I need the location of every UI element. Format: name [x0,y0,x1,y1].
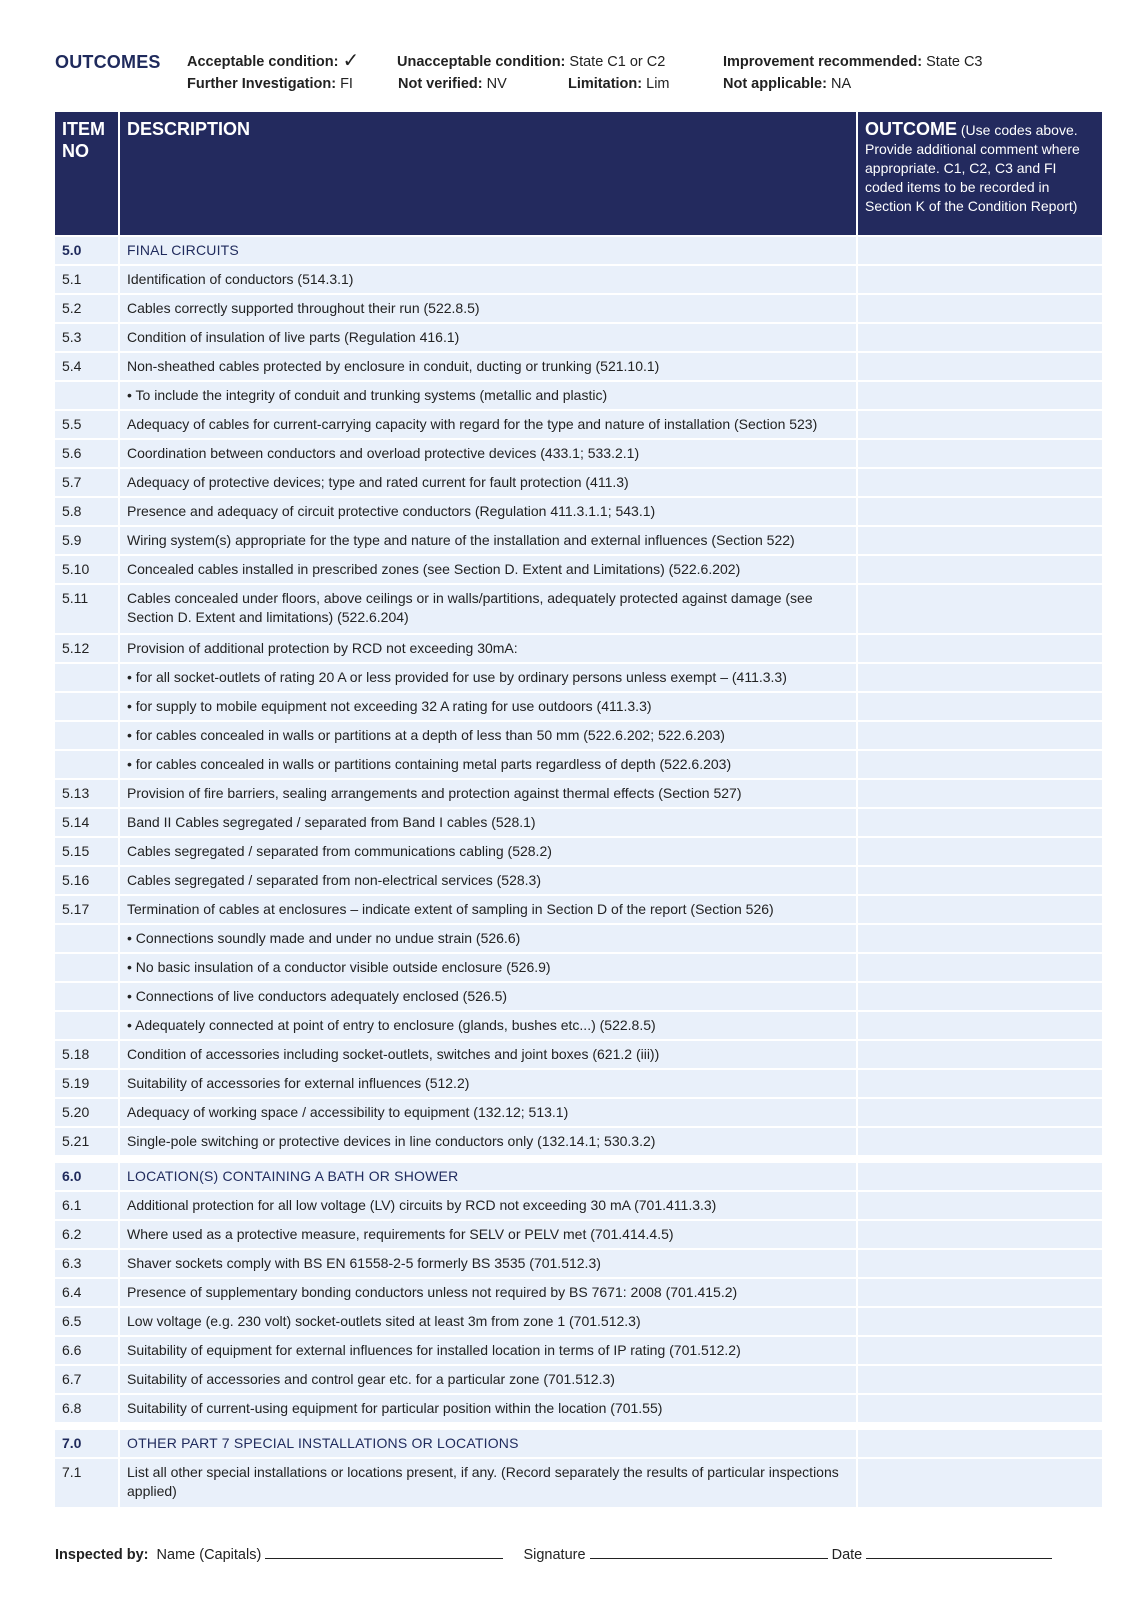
table-row [55,323,1102,352]
outcomes-legend [55,50,1105,100]
legend-limitation [568,76,670,92]
item-number: 5.12 [55,634,119,663]
table-row [55,555,1102,584]
table-row [55,692,1102,721]
item-description: Shaver sockets comply with BS EN 61558-2-5 formerly BS 3535 (701.512.3) [119,1249,857,1278]
table-row [55,1127,1102,1155]
item-description: Suitability of accessories and control gear etc. for a particular zone (701.512.3) [119,1365,857,1394]
item-number: 6.7 [55,1365,119,1394]
item-description: Wiring system(s) appropriate for the type and nature of the installation and external influences (Section 522) [119,526,857,555]
item-number: 6.0 [55,1162,119,1191]
item-description: Presence and adequacy of circuit protective conductors (Regulation 411.3.1.1; 543.1) [119,497,857,526]
item-number [55,924,119,953]
item-number: 5.11 [55,584,119,634]
outcome-cell[interactable] [857,1336,1102,1365]
item-description: Cables concealed under floors, above ceilings or in walls/partitions, adequately protected against damage (see Section D. Extent and limitations) (522.6.204) [119,584,857,634]
item-number: 7.0 [55,1429,119,1458]
outcome-cell[interactable] [857,526,1102,555]
legend-acceptable [187,50,360,72]
outcome-cell[interactable] [857,1278,1102,1307]
legend-limitation-value: Lim [646,76,670,92]
outcome-cell[interactable] [857,837,1102,866]
outcome-cell[interactable] [857,265,1102,294]
outcome-cell[interactable] [857,1394,1102,1422]
item-description: List all other special installations or locations present, if any. (Record separately the results of particular inspections applied) [119,1458,857,1507]
outcome-cell[interactable] [857,663,1102,692]
item-description: Suitability of accessories for external influences (512.2) [119,1069,857,1098]
legend-not-applicable-label: Not applicable: [723,76,827,92]
item-description: LOCATION(S) CONTAINING A BATH OR SHOWER [119,1162,857,1191]
outcome-cell[interactable] [857,634,1102,663]
item-number: 5.7 [55,468,119,497]
outcome-cell[interactable] [857,895,1102,924]
item-number: 5.5 [55,410,119,439]
table-row [55,750,1102,779]
outcome-cell[interactable] [857,497,1102,526]
item-number [55,953,119,982]
table-row [55,953,1102,982]
item-number: 5.15 [55,837,119,866]
outcome-cell[interactable] [857,808,1102,837]
legend-not-verified [398,76,507,92]
item-number: 5.6 [55,439,119,468]
item-number: 5.13 [55,779,119,808]
outcome-cell[interactable] [857,1220,1102,1249]
outcomes-title: OUTCOMES [55,52,161,72]
item-description: Non-sheathed cables protected by enclosure in conduit, ducting or trunking (521.10.1) [119,352,857,381]
item-description: Adequacy of working space / accessibility to equipment (132.12; 513.1) [119,1098,857,1127]
item-description: Termination of cables at enclosures – indicate extent of sampling in Section D of the report (Section 526) [119,895,857,924]
table-row [55,721,1102,750]
item-description: Single-pole switching or protective devices in line conductors only (132.14.1; 530.3.2) [119,1127,857,1155]
table-row [55,439,1102,468]
table-row [55,584,1102,634]
outcome-cell[interactable] [857,866,1102,895]
item-description: • No basic insulation of a conductor visible outside enclosure (526.9) [119,953,857,982]
outcome-cell[interactable] [857,1429,1102,1458]
item-number: 5.1 [55,265,119,294]
item-number: 5.10 [55,555,119,584]
table-row [55,1069,1102,1098]
item-description: Adequacy of cables for current-carrying capacity with regard for the type and nature of installation (Section 523) [119,410,857,439]
legend-not-applicable [723,76,851,92]
table-row [55,468,1102,497]
outcome-cell[interactable] [857,1040,1102,1069]
item-number: 5.3 [55,323,119,352]
table-row [55,982,1102,1011]
item-number: 6.6 [55,1336,119,1365]
header-outcome-note: (Use codes above. Provide additional comment where appropriate. C1, C2, C3 and FI coded items to be recorded in Section K of the Condition Report) [865,122,1080,214]
outcome-cell[interactable] [857,1191,1102,1220]
legend-improvement-label: Improvement recommended: [723,54,923,70]
outcome-cell[interactable] [857,1098,1102,1127]
inspection-checklist-table [55,112,1102,1507]
item-description: • Connections of live conductors adequately enclosed (526.5) [119,982,857,1011]
item-number: 6.1 [55,1191,119,1220]
outcome-cell[interactable] [857,924,1102,953]
section-gap [55,1155,1102,1162]
item-number: 6.5 [55,1307,119,1336]
item-description: Suitability of equipment for external influences for installed location in terms of IP rating (701.512.2) [119,1336,857,1365]
section-header-row [55,1429,1102,1458]
table-row [55,779,1102,808]
outcome-cell[interactable] [857,1162,1102,1191]
table-row [55,352,1102,381]
item-number: 5.21 [55,1127,119,1155]
section-header-row [55,1162,1102,1191]
item-description: Cables segregated / separated from non-electrical services (528.3) [119,866,857,895]
item-description: OTHER PART 7 SPECIAL INSTALLATIONS OR LOCATIONS [119,1429,857,1458]
legend-further [187,76,353,92]
table-row [55,1365,1102,1394]
item-number [55,381,119,410]
outcome-cell[interactable] [857,1307,1102,1336]
item-description: Adequacy of protective devices; type and rated current for fault protection (411.3) [119,468,857,497]
table-row [55,808,1102,837]
outcome-cell[interactable] [857,1458,1102,1507]
table-row [55,1098,1102,1127]
date-label: Date [831,1547,863,1563]
legend-unacceptable-label: Unacceptable condition: [397,54,566,70]
item-description: FINAL CIRCUITS [119,236,857,265]
item-number: 7.1 [55,1458,119,1507]
item-description: • for supply to mobile equipment not exceeding 32 A rating for use outdoors (411.3.3) [119,692,857,721]
table-row [55,1458,1102,1507]
table-row [55,294,1102,323]
item-description: Concealed cables installed in prescribed zones (see Section D. Extent and Limitations) (522.6.202) [119,555,857,584]
outcome-cell[interactable] [857,1365,1102,1394]
name-capitals-label: Name (Capitals) [156,1547,262,1563]
outcome-cell[interactable] [857,721,1102,750]
outcome-cell[interactable] [857,779,1102,808]
table-row [55,924,1102,953]
item-number: 5.19 [55,1069,119,1098]
outcome-cell[interactable] [857,352,1102,381]
legend-improvement [723,54,982,70]
legend-not-applicable-value: NA [830,76,852,92]
table-row [55,837,1102,866]
section-gap-cell [55,1155,1102,1162]
item-description: • Connections soundly made and under no undue strain (526.6) [119,924,857,953]
section-header-row [55,236,1102,265]
header-item-no: ITEM NO [55,112,119,236]
item-description: Provision of additional protection by RCD not exceeding 30mA: [119,634,857,663]
outcome-cell[interactable] [857,468,1102,497]
table-row [55,895,1102,924]
table-row [55,410,1102,439]
signature-label: Signature [523,1547,586,1563]
outcome-cell[interactable] [857,953,1102,982]
item-number [55,721,119,750]
legend-limitation-label: Limitation: [568,76,643,92]
item-number [55,982,119,1011]
item-number: 6.8 [55,1394,119,1422]
item-description: Coordination between conductors and overload protective devices (433.1; 533.2.1) [119,439,857,468]
table-row [55,1394,1102,1422]
table-row [55,381,1102,410]
item-number: 6.3 [55,1249,119,1278]
legend-further-label: Further Investigation: [187,76,337,92]
table-row [55,1307,1102,1336]
item-description: Where used as a protective measure, requirements for SELV or PELV met (701.414.4.5) [119,1220,857,1249]
item-number: 5.0 [55,236,119,265]
outcome-cell[interactable] [857,439,1102,468]
item-number: 5.4 [55,352,119,381]
item-number: 5.8 [55,497,119,526]
outcome-cell[interactable] [857,381,1102,410]
outcome-cell[interactable] [857,750,1102,779]
table-row [55,663,1102,692]
item-number: 6.2 [55,1220,119,1249]
item-number: 6.4 [55,1278,119,1307]
item-description: Presence of supplementary bonding conductors unless not required by BS 7671: 2008 (701.415.2) [119,1278,857,1307]
outcome-cell[interactable] [857,323,1102,352]
legend-not-verified-value: NV [486,76,507,92]
item-description: Suitability of current-using equipment for particular position within the location (701.55) [119,1394,857,1422]
table-row [55,497,1102,526]
table-row [55,1011,1102,1040]
name-capitals-field[interactable] [265,1544,503,1559]
item-number: 5.17 [55,895,119,924]
item-description: Cables correctly supported throughout their run (522.8.5) [119,294,857,323]
inspected-by-footer [55,1544,1105,1563]
item-description: • for cables concealed in walls or partitions containing metal parts regardless of depth (522.6.203) [119,750,857,779]
signature-field[interactable] [590,1544,828,1559]
item-description: Condition of insulation of live parts (Regulation 416.1) [119,323,857,352]
outcome-cell[interactable] [857,584,1102,634]
legend-improvement-value: State C3 [926,54,983,70]
legend-further-value: FI [340,76,353,92]
item-number [55,750,119,779]
outcome-cell[interactable] [857,1249,1102,1278]
legend-acceptable-label: Acceptable condition: [187,54,339,70]
item-number [55,692,119,721]
outcome-cell[interactable] [857,1011,1102,1040]
item-number: 5.9 [55,526,119,555]
item-description: • Adequately connected at point of entry to enclosure (glands, bushes etc...) (522.8.5) [119,1011,857,1040]
table-row [55,1040,1102,1069]
table-row [55,265,1102,294]
table-row [55,1220,1102,1249]
header-outcome-label: OUTCOME [865,119,957,139]
outcome-cell[interactable] [857,692,1102,721]
item-number: 5.2 [55,294,119,323]
outcome-cell[interactable] [857,1069,1102,1098]
table-row [55,526,1102,555]
table-row [55,1336,1102,1365]
table-row [55,1249,1102,1278]
outcome-cell[interactable] [857,294,1102,323]
item-description: Condition of accessories including socket-outlets, switches and joint boxes (621.2 (iii)) [119,1040,857,1069]
outcome-cell[interactable] [857,236,1102,265]
item-number: 5.16 [55,866,119,895]
item-description: Provision of fire barriers, sealing arrangements and protection against thermal effects (Section 527) [119,779,857,808]
item-number [55,1011,119,1040]
section-gap [55,1422,1102,1429]
item-description: Band II Cables segregated / separated from Band I cables (528.1) [119,808,857,837]
table-row [55,634,1102,663]
outcome-cell[interactable] [857,982,1102,1011]
item-description: Identification of conductors (514.3.1) [119,265,857,294]
item-number: 5.18 [55,1040,119,1069]
header-outcome [857,112,1102,236]
item-number: 5.20 [55,1098,119,1127]
item-description: Low voltage (e.g. 230 volt) socket-outlets sited at least 3m from zone 1 (701.512.3) [119,1307,857,1336]
table-header-row [55,112,1102,236]
item-description: • for cables concealed in walls or partitions at a depth of less than 50 mm (522.6.202; 522.6.203) [119,721,857,750]
outcome-cell[interactable] [857,555,1102,584]
table-row [55,866,1102,895]
legend-unacceptable [397,54,665,70]
item-number [55,663,119,692]
outcome-cell[interactable] [857,410,1102,439]
item-description: • for all socket-outlets of rating 20 A or less provided for use by ordinary persons unless exempt – (411.3.3) [119,663,857,692]
item-description: Cables segregated / separated from communications cabling (528.2) [119,837,857,866]
section-gap-cell [55,1422,1102,1429]
legend-unacceptable-value: State C1 or C2 [569,54,666,70]
table-row [55,1191,1102,1220]
header-description: DESCRIPTION [119,112,857,236]
legend-not-verified-label: Not verified: [398,76,483,92]
outcome-cell[interactable] [857,1127,1102,1155]
checklist-rows [55,236,1102,1507]
inspected-by-label: Inspected by: [55,1547,149,1563]
date-field[interactable] [866,1544,1052,1559]
item-description: Additional protection for all low voltage (LV) circuits by RCD not exceeding 30 mA (701.411.3.3) [119,1191,857,1220]
table-row [55,1278,1102,1307]
item-description: • To include the integrity of conduit and trunking systems (metallic and plastic) [119,381,857,410]
item-number: 5.14 [55,808,119,837]
check-mark-icon: ✓ [342,50,360,72]
